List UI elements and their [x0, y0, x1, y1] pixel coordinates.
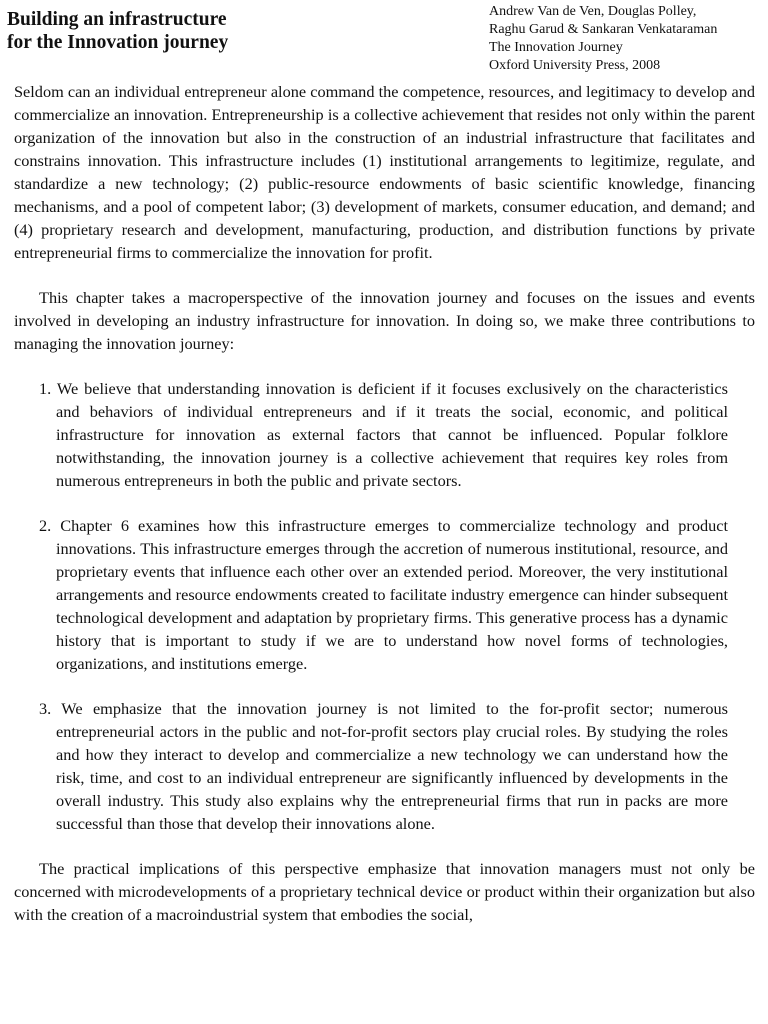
citation-book-title: The Innovation Journey	[489, 40, 623, 55]
title-line-1: Building an infrastructure	[7, 9, 227, 30]
list-item	[39, 697, 728, 835]
list-item-text: Chapter 6 examines how this infrastructure emerges to commercialize technology and product innovations. This infrastructure emerges through the accretion of numerous institutional, resource, and proprietary events that influence each other over an extended period. Moreover, the very institutional arrangements and resource endowments created to facilitate industry emergence can hinder subsequent technological development and adaptation by proprietary firms. This generative process has a dynamic history that is important to study if we are to understand how novel forms of technologies, organizations, and institutions emerge.	[56, 516, 728, 673]
body-text	[14, 80, 755, 926]
title-line-2: for the Innovation journey	[7, 32, 229, 53]
contributions-list	[14, 377, 755, 835]
paragraph-intro: Seldom can an individual entrepreneur alone command the competence, resources, and legitimacy to develop and commercialize an innovation. Entrepreneurship is a collective achievement that resides not only within the parent organization of the innovation but also in the construction of an industrial infrastructure that facilitates and constrains innovation. This infrastructure includes (1) institutional arrangements to legitimize, regulate, and standardize a new technology; (2) public-resource endowments of basic scientific knowledge, financing mechanisms, and a pool of competent labor; (3) development of markets, consumer education, and demand; and (4) proprietary research and development, manufacturing, production, and distribution functions by private entrepreneurial firms to commercialize the innovation for profit.	[14, 82, 755, 262]
list-item-number: 1.	[39, 379, 52, 398]
list-item-number: 3.	[39, 699, 52, 718]
citation-publisher: Oxford University Press, 2008	[489, 58, 661, 73]
document-title	[7, 8, 307, 54]
paragraph-practical-implications: The practical implications of this perspective emphasize that innovation managers must not only be concerned with microdevelopments of a proprietary technical device or product within their organization but also with the creation of a macroindustrial system that embodies the social,	[14, 859, 755, 924]
citation-block	[489, 3, 764, 75]
list-item-text: We believe that understanding innovation is deficient if it focuses exclusively on the characteristics and behaviors of individual entrepreneurs and if it treats the social, economic, and political infrastructure for innovation as external factors that cannot be influenced. Popular folklore notwithstanding, the innovation journey is a collective achievement that requires key roles from numerous entrepreneurs in both the public and private sectors.	[56, 379, 728, 490]
citation-authors-line-2: Raghu Garud & Sankaran Venkataraman	[489, 22, 718, 37]
paragraph-chapter-overview: This chapter takes a macroperspective of the innovation journey and focuses on the issues and events involved in developing an industry infrastructure for innovation. In doing so, we make three contributions to managing the innovation journey:	[14, 288, 755, 353]
list-item-text: We emphasize that the innovation journey is not limited to the for-profit sector; numerous entrepreneurial actors in the public and not-for-profit sectors play crucial roles. By studying the roles and how they interact to develop and commercialize a new technology we can understand how the risk, time, and cost to an individual entrepreneur are significantly influenced by developments in the overall industry. This study also explains why the entrepreneurial firms that run in packs are more successful than those that develop their innovations alone.	[56, 699, 728, 833]
list-item-number: 2.	[39, 516, 52, 535]
citation-authors-line-1: Andrew Van de Ven, Douglas Polley,	[489, 4, 697, 19]
list-item	[39, 514, 728, 675]
list-item	[39, 377, 728, 492]
